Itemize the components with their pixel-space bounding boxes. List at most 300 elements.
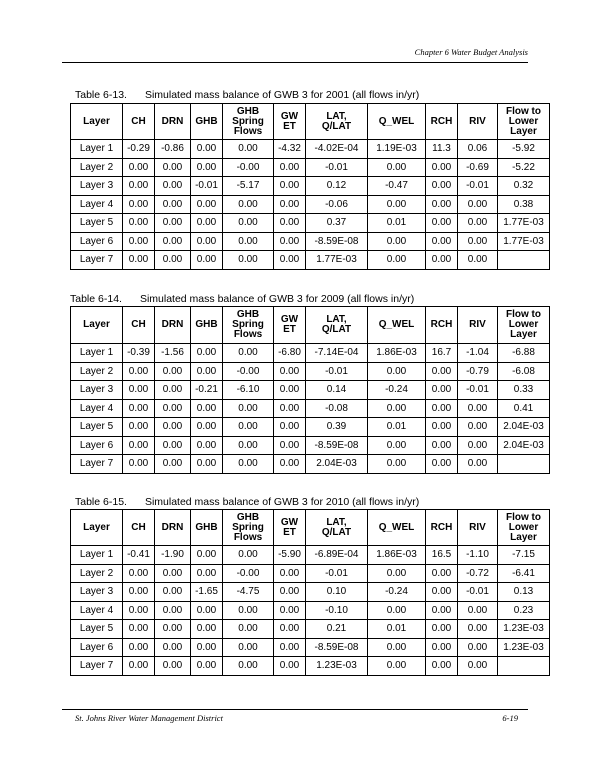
table-cell: 0.00: [426, 158, 458, 177]
row-label: Layer 6: [71, 638, 123, 657]
table-cell: 0.00: [274, 362, 306, 381]
table-cell: 0.00: [191, 564, 223, 583]
table-cell: 0.00: [191, 140, 223, 159]
table-cell: 0.01: [368, 620, 426, 639]
table-cell: 0.00: [223, 418, 274, 437]
table-cell: 0.00: [191, 436, 223, 455]
table-cell: -0.39: [123, 344, 155, 363]
table-cell: 0.00: [191, 362, 223, 381]
table-cell: 0.00: [191, 601, 223, 620]
table-cell: 16.5: [426, 546, 458, 565]
table-cell: -0.86: [155, 140, 191, 159]
row-label: Layer 7: [71, 455, 123, 474]
table-cell: -0.24: [368, 583, 426, 602]
column-header: GW ET: [274, 510, 306, 546]
table-cell: 0.00: [426, 583, 458, 602]
row-label: Layer 2: [71, 564, 123, 583]
column-header: Q_WEL: [368, 104, 426, 140]
table-row: [71, 158, 550, 177]
table-cell: -8.59E-08: [306, 232, 368, 251]
table-cell: 0.00: [155, 251, 191, 270]
table-cell: 0.00: [155, 177, 191, 196]
table-cell: 0.00: [123, 657, 155, 676]
column-header: GHB: [191, 510, 223, 546]
table-cell: 0.00: [368, 362, 426, 381]
table-cell: 0.00: [458, 657, 498, 676]
table-header-row: [71, 307, 550, 344]
table-cell: 0.00: [368, 158, 426, 177]
table-cell: -0.01: [306, 362, 368, 381]
table-cell: 1.86E-03: [368, 344, 426, 363]
table-cell: 0.00: [155, 214, 191, 233]
table-row: [71, 214, 550, 233]
table-cell: 0.00: [191, 344, 223, 363]
row-label: Layer 6: [71, 232, 123, 251]
table-cell: 0.00: [426, 657, 458, 676]
table-cell: -7.14E-04: [306, 344, 368, 363]
table-cell: -4.02E-04: [306, 140, 368, 159]
column-header: RCH: [426, 104, 458, 140]
table-cell: 0.00: [274, 455, 306, 474]
table-cell: 0.00: [191, 158, 223, 177]
table-cell: -1.56: [155, 344, 191, 363]
table-cell: 0.00: [223, 455, 274, 474]
table-row: [71, 455, 550, 474]
table-cell: -6.41: [498, 564, 550, 583]
table-cell: 0.00: [123, 362, 155, 381]
table-cell: 0.00: [368, 638, 426, 657]
footer-rule: [62, 709, 528, 710]
row-label: Layer 5: [71, 418, 123, 437]
table-cell: 0.13: [498, 583, 550, 602]
table-cell: -0.47: [368, 177, 426, 196]
table-cell: 0.00: [368, 436, 426, 455]
column-header: LAT, Q/LAT: [306, 307, 368, 344]
table-cell: 1.77E-03: [498, 214, 550, 233]
table-cell: 0.00: [274, 232, 306, 251]
table-cell: 1.23E-03: [306, 657, 368, 676]
table-cell: 1.77E-03: [306, 251, 368, 270]
table-cell: 0.33: [498, 381, 550, 400]
table-cell: 0.00: [274, 418, 306, 437]
table-cell: 0.39: [306, 418, 368, 437]
table-cell: 0.21: [306, 620, 368, 639]
table-cell: -0.08: [306, 399, 368, 418]
table-cell: 0.00: [274, 564, 306, 583]
table-cell: 0.00: [123, 158, 155, 177]
table-cell: 0.00: [191, 418, 223, 437]
table-cell: 1.86E-03: [368, 546, 426, 565]
table-cell: 0.00: [458, 436, 498, 455]
table-cell: 0.00: [426, 232, 458, 251]
table-cell: -0.24: [368, 381, 426, 400]
table-row: [71, 638, 550, 657]
table-cell: 0.00: [458, 638, 498, 657]
table-cell: 0.00: [123, 638, 155, 657]
table-title: Simulated mass balance of GWB 3 for 2001 (all flows in/yr): [144, 89, 420, 101]
row-label: Layer 3: [71, 381, 123, 400]
table-cell: -5.22: [498, 158, 550, 177]
table-cell: 0.00: [123, 564, 155, 583]
row-label: Layer 1: [71, 546, 123, 565]
table-cell: 0.00: [426, 436, 458, 455]
table-cell: 0.00: [155, 601, 191, 620]
table-cell: 0.00: [123, 418, 155, 437]
table-cell: 0.00: [274, 620, 306, 639]
row-label: Layer 2: [71, 158, 123, 177]
row-label: Layer 4: [71, 195, 123, 214]
table-cell: 0.00: [426, 214, 458, 233]
running-header: Chapter 6 Water Budget Analysis: [414, 47, 528, 57]
table-cell: 0.00: [223, 232, 274, 251]
table-cell: 0.38: [498, 195, 550, 214]
table-cell: -0.79: [458, 362, 498, 381]
table-cell: -0.06: [306, 195, 368, 214]
table-cell: 0.00: [274, 214, 306, 233]
column-header: GHB Spring Flows: [223, 510, 274, 546]
table-row: [71, 399, 550, 418]
row-label: Layer 1: [71, 344, 123, 363]
column-header: Layer: [71, 510, 123, 546]
mass-balance-table: [70, 509, 550, 676]
table-cell: 0.00: [191, 546, 223, 565]
table-cell: 0.00: [368, 399, 426, 418]
table-caption: [70, 293, 414, 305]
table-cell: 0.00: [155, 583, 191, 602]
table-cell: 0.00: [191, 195, 223, 214]
table-title: Simulated mass balance of GWB 3 for 2010 (all flows in/yr): [144, 496, 420, 508]
table-cell: 0.00: [191, 251, 223, 270]
column-header: DRN: [155, 307, 191, 344]
table-cell: -0.29: [123, 140, 155, 159]
table-cell: -6.10: [223, 381, 274, 400]
table-cell: 0.10: [306, 583, 368, 602]
table-cell: 0.00: [155, 381, 191, 400]
table-cell: 0.00: [123, 195, 155, 214]
table-row: [71, 546, 550, 565]
table-cell: -8.59E-08: [306, 638, 368, 657]
table-cell: 1.19E-03: [368, 140, 426, 159]
table-cell: 0.00: [274, 601, 306, 620]
table-cell: 2.04E-03: [498, 418, 550, 437]
column-header: RIV: [458, 510, 498, 546]
table-cell: 0.00: [274, 399, 306, 418]
table-cell: -5.92: [498, 140, 550, 159]
table-cell: -0.01: [458, 177, 498, 196]
table-cell: 0.00: [426, 177, 458, 196]
table-cell: 0.00: [155, 232, 191, 251]
table-cell: 16.7: [426, 344, 458, 363]
row-label: Layer 5: [71, 620, 123, 639]
table-cell: 0.00: [223, 436, 274, 455]
table-cell: 0.00: [458, 399, 498, 418]
table-caption: [75, 89, 419, 101]
table-cell: 0.00: [155, 195, 191, 214]
table-caption: [75, 496, 419, 508]
row-label: Layer 7: [71, 657, 123, 676]
table-cell: -4.32: [274, 140, 306, 159]
table-cell: -1.10: [458, 546, 498, 565]
table-cell: -0.01: [306, 564, 368, 583]
row-label: Layer 4: [71, 399, 123, 418]
table-cell: 0.00: [155, 158, 191, 177]
table-row: [71, 251, 550, 270]
table-cell: 11.3: [426, 140, 458, 159]
table-cell: -0.00: [223, 158, 274, 177]
table-cell: 0.00: [123, 399, 155, 418]
table-cell: 0.00: [223, 140, 274, 159]
table-cell: 0.00: [123, 601, 155, 620]
table-number: Table 6-13.: [75, 89, 127, 101]
table-title: Simulated mass balance of GWB 3 for 2009 (all flows in/yr): [139, 293, 415, 305]
table-cell: 0.00: [458, 251, 498, 270]
table-cell: 0.00: [155, 455, 191, 474]
column-header: DRN: [155, 510, 191, 546]
table-cell: 0.00: [223, 399, 274, 418]
column-header: CH: [123, 104, 155, 140]
table-cell: 2.04E-03: [306, 455, 368, 474]
column-header: RCH: [426, 307, 458, 344]
header-rule: [62, 62, 528, 63]
table-cell: 1.77E-03: [498, 232, 550, 251]
row-label: Layer 3: [71, 583, 123, 602]
column-header: Layer: [71, 104, 123, 140]
table-cell: 0.00: [274, 381, 306, 400]
column-header: Flow to Lower Layer: [498, 307, 550, 344]
mass-balance-table: [70, 103, 550, 270]
column-header: Q_WEL: [368, 510, 426, 546]
table-number: Table 6-15.: [75, 496, 127, 508]
table-cell: 0.00: [223, 546, 274, 565]
column-header: GW ET: [274, 104, 306, 140]
table-header-row: [71, 510, 550, 546]
column-header: GHB: [191, 307, 223, 344]
table-cell: 0.01: [368, 214, 426, 233]
row-label: Layer 7: [71, 251, 123, 270]
table-cell: 0.00: [223, 214, 274, 233]
table-cell: -1.65: [191, 583, 223, 602]
table-cell: 0.00: [274, 583, 306, 602]
table-cell: 0.00: [458, 195, 498, 214]
table-cell: 0.00: [223, 638, 274, 657]
table-cell: 0.00: [123, 251, 155, 270]
row-label: Layer 1: [71, 140, 123, 159]
table-cell: 0.37: [306, 214, 368, 233]
table-cell: 0.00: [426, 362, 458, 381]
column-header: GHB Spring Flows: [223, 104, 274, 140]
table-cell: -5.17: [223, 177, 274, 196]
table-row: [71, 657, 550, 676]
table-cell: 0.00: [426, 418, 458, 437]
table-cell: 0.00: [426, 620, 458, 639]
table-cell: 0.00: [274, 177, 306, 196]
column-header: GHB: [191, 104, 223, 140]
column-header: LAT, Q/LAT: [306, 510, 368, 546]
table-cell: 0.00: [274, 195, 306, 214]
table-cell: -0.01: [306, 158, 368, 177]
column-header: Layer: [71, 307, 123, 344]
table-cell: 0.00: [191, 657, 223, 676]
table-cell: 0.00: [458, 214, 498, 233]
table-cell: 0.41: [498, 399, 550, 418]
column-header: DRN: [155, 104, 191, 140]
table-cell: 0.00: [191, 232, 223, 251]
table-row: [71, 620, 550, 639]
table-cell: -0.72: [458, 564, 498, 583]
table-number: Table 6-14.: [70, 293, 122, 305]
column-header: Flow to Lower Layer: [498, 510, 550, 546]
table-cell: 0.00: [123, 583, 155, 602]
table-cell: [498, 455, 550, 474]
table-cell: 2.04E-03: [498, 436, 550, 455]
table-cell: -8.59E-08: [306, 436, 368, 455]
table-cell: 0.00: [426, 564, 458, 583]
table-cell: 0.00: [426, 251, 458, 270]
table-cell: 0.00: [426, 399, 458, 418]
table-cell: 0.00: [123, 455, 155, 474]
table-cell: 0.32: [498, 177, 550, 196]
table-cell: 0.00: [191, 455, 223, 474]
table-cell: -0.00: [223, 564, 274, 583]
table-cell: -0.69: [458, 158, 498, 177]
row-label: Layer 5: [71, 214, 123, 233]
table-cell: 1.23E-03: [498, 638, 550, 657]
table-cell: 0.00: [458, 418, 498, 437]
table-row: [71, 381, 550, 400]
table-row: [71, 418, 550, 437]
table-cell: -6.89E-04: [306, 546, 368, 565]
column-header: GW ET: [274, 307, 306, 344]
row-label: Layer 3: [71, 177, 123, 196]
table-cell: 0.00: [223, 657, 274, 676]
table-row: [71, 362, 550, 381]
table-cell: 0.00: [368, 195, 426, 214]
table-cell: 0.00: [155, 638, 191, 657]
table-row: [71, 195, 550, 214]
table-cell: [498, 251, 550, 270]
table-cell: -0.01: [458, 583, 498, 602]
table-cell: 0.00: [123, 214, 155, 233]
table-cell: 0.00: [274, 657, 306, 676]
table-cell: 0.00: [274, 158, 306, 177]
table-cell: 0.00: [123, 436, 155, 455]
table-cell: -6.88: [498, 344, 550, 363]
table-cell: 0.00: [458, 232, 498, 251]
table-cell: -5.90: [274, 546, 306, 565]
table-cell: 0.00: [368, 601, 426, 620]
table-cell: 0.12: [306, 177, 368, 196]
row-label: Layer 6: [71, 436, 123, 455]
table-cell: -0.41: [123, 546, 155, 565]
footer-page-number: 6-19: [502, 713, 518, 723]
column-header: CH: [123, 307, 155, 344]
table-cell: 1.23E-03: [498, 620, 550, 639]
table-cell: 0.00: [223, 601, 274, 620]
table-cell: -0.10: [306, 601, 368, 620]
table-row: [71, 436, 550, 455]
column-header: RCH: [426, 510, 458, 546]
table-cell: 0.00: [123, 232, 155, 251]
table-cell: 0.00: [458, 601, 498, 620]
table-cell: 0.00: [274, 638, 306, 657]
table-cell: 0.00: [458, 455, 498, 474]
footer-organization: St. Johns River Water Management District: [75, 713, 223, 723]
table-row: [71, 140, 550, 159]
column-header: RIV: [458, 104, 498, 140]
table-cell: 0.00: [426, 601, 458, 620]
table-cell: -6.08: [498, 362, 550, 381]
column-header: Flow to Lower Layer: [498, 104, 550, 140]
table-cell: 0.00: [368, 232, 426, 251]
table-row: [71, 177, 550, 196]
column-header: GHB Spring Flows: [223, 307, 274, 344]
table-cell: 0.00: [155, 436, 191, 455]
table-cell: 0.00: [426, 455, 458, 474]
table-cell: 0.00: [155, 564, 191, 583]
mass-balance-table: [70, 306, 550, 474]
table-cell: 0.06: [458, 140, 498, 159]
table-cell: 0.00: [123, 177, 155, 196]
table-row: [71, 344, 550, 363]
table-cell: -4.75: [223, 583, 274, 602]
table-cell: 0.00: [368, 564, 426, 583]
table-cell: -0.21: [191, 381, 223, 400]
table-cell: 0.23: [498, 601, 550, 620]
table-cell: 0.00: [123, 381, 155, 400]
table-cell: 0.01: [368, 418, 426, 437]
table-cell: 0.00: [426, 381, 458, 400]
table-row: [71, 232, 550, 251]
table-cell: 0.00: [155, 418, 191, 437]
table-cell: 0.00: [223, 620, 274, 639]
table-cell: 0.00: [426, 638, 458, 657]
table-cell: 0.00: [191, 399, 223, 418]
table-cell: -1.90: [155, 546, 191, 565]
table-cell: 0.00: [223, 344, 274, 363]
column-header: CH: [123, 510, 155, 546]
table-cell: -6.80: [274, 344, 306, 363]
table-cell: 0.00: [191, 638, 223, 657]
table-cell: 0.00: [368, 657, 426, 676]
table-cell: 0.14: [306, 381, 368, 400]
table-cell: 0.00: [458, 620, 498, 639]
table-cell: 0.00: [426, 195, 458, 214]
table-cell: 0.00: [191, 620, 223, 639]
table-cell: 0.00: [223, 251, 274, 270]
table-row: [71, 583, 550, 602]
table-cell: -0.01: [458, 381, 498, 400]
table-cell: 0.00: [274, 436, 306, 455]
table-cell: 0.00: [223, 195, 274, 214]
table-row: [71, 564, 550, 583]
row-label: Layer 4: [71, 601, 123, 620]
table-cell: 0.00: [274, 251, 306, 270]
table-cell: [498, 657, 550, 676]
table-cell: -0.01: [191, 177, 223, 196]
table-cell: 0.00: [368, 251, 426, 270]
table-cell: -0.00: [223, 362, 274, 381]
table-cell: 0.00: [155, 362, 191, 381]
column-header: LAT, Q/LAT: [306, 104, 368, 140]
table-row: [71, 601, 550, 620]
table-cell: 0.00: [155, 657, 191, 676]
table-cell: 0.00: [123, 620, 155, 639]
row-label: Layer 2: [71, 362, 123, 381]
table-cell: -1.04: [458, 344, 498, 363]
table-cell: 0.00: [191, 214, 223, 233]
table-cell: 0.00: [155, 620, 191, 639]
column-header: RIV: [458, 307, 498, 344]
